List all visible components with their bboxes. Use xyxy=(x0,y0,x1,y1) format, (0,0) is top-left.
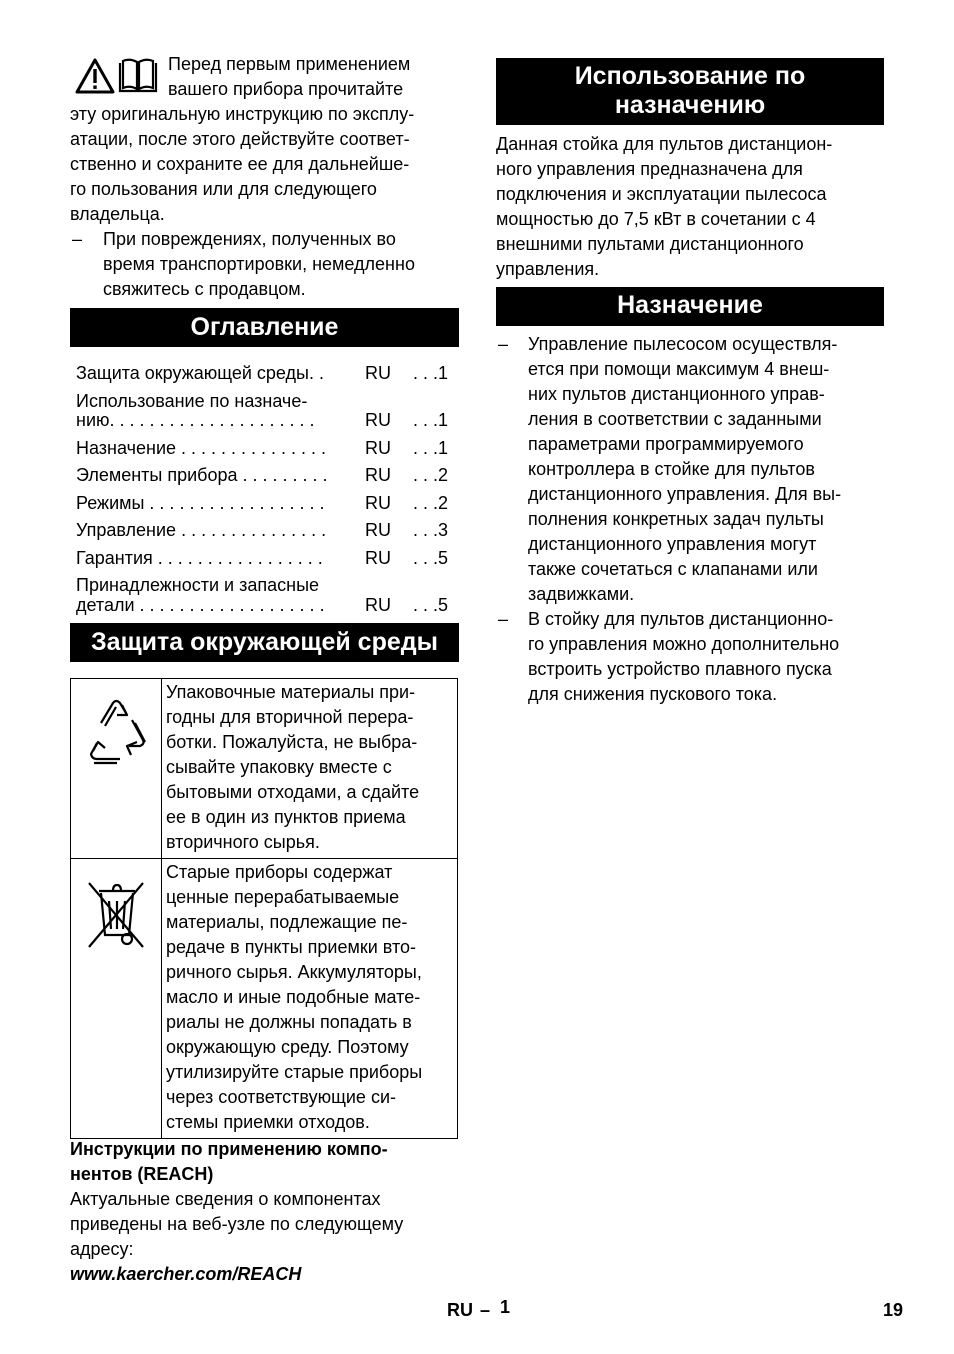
toc-entry-text: Назначение . . . . . . . . . . . . . . . xyxy=(76,438,327,458)
footer-dash: – xyxy=(480,1300,491,1320)
toc-entry-text: Режимы . . . . . . . . . . . . . . . . . . xyxy=(76,493,325,513)
disposal-line: через соответствующие си- xyxy=(166,1087,396,1107)
bullet-line: В стойку для пультов дистанционно- xyxy=(528,609,834,629)
toc-entry-lang: RU xyxy=(365,520,391,540)
toc-entry-page: . . .1 xyxy=(412,410,448,430)
table-row xyxy=(71,859,458,1139)
usage-line: Данная стойка для пультов дистанцион- xyxy=(496,134,833,154)
toc-entry-page: . . .2 xyxy=(412,493,448,513)
toc-entry-text: Управление . . . . . . . . . . . . . . . xyxy=(76,520,327,540)
usage-line: внешними пультами дистанционного xyxy=(496,234,804,254)
bullet-line: свяжитесь с продавцом. xyxy=(103,279,306,299)
usage-heading xyxy=(496,58,884,125)
recycle-icon xyxy=(79,693,153,773)
usage-line: управления. xyxy=(496,259,600,279)
purpose-heading xyxy=(496,287,884,326)
intro-line: ственно и сохраните ее для дальнейше- xyxy=(70,154,410,174)
toc-entry-lang: RU xyxy=(365,363,391,383)
intro-line: Перед первым применением xyxy=(168,54,411,74)
toc-entry-text: детали . . . . . . . . . . . . . . . . . . . xyxy=(76,595,325,615)
disposal-line: ценные перерабатываемые xyxy=(166,887,400,907)
toc-entry-lang: RU xyxy=(365,548,391,568)
purpose-title: Назначение xyxy=(617,291,763,319)
bullet-line: также сочетаться с клапанами или xyxy=(528,559,818,579)
warning-icon xyxy=(75,58,115,94)
disposal-line: утилизируйте старые приборы xyxy=(166,1062,423,1082)
bullet-line: При повреждениях, полученных во xyxy=(103,229,396,249)
recycle-line: Упаковочные материалы при- xyxy=(166,682,416,702)
bullet-dash: – xyxy=(72,229,83,249)
bullet-line: них пультов дистанционного управ- xyxy=(528,384,825,404)
intro-line: го пользования или для следующего xyxy=(70,179,377,199)
usage-title: назначению xyxy=(614,91,766,119)
crossed-bin-icon xyxy=(85,877,147,951)
recycle-line: годны для вторичной перера- xyxy=(166,707,414,727)
toc-title: Оглавление xyxy=(190,313,339,341)
toc-entry-lang: RU xyxy=(365,465,391,485)
disposal-line: масло и иные подобные мате- xyxy=(166,987,421,1007)
bullet-line: задвижками. xyxy=(528,584,635,604)
intro-line: эту оригинальную инструкцию по эксплу- xyxy=(70,104,415,124)
footer-section: RU xyxy=(447,1300,473,1320)
bullet-line: Управление пылесосом осуществля- xyxy=(528,334,838,354)
bullet-line: параметрами программируемого xyxy=(528,434,804,454)
bullet-dash: – xyxy=(498,609,509,629)
recycle-line: ботки. Пожалуйста, не выбра- xyxy=(166,732,418,752)
recycle-text xyxy=(162,679,458,859)
toc-entry-page: . . .1 xyxy=(412,438,448,458)
disposal-line: материалы, подлежащие пе- xyxy=(166,912,408,932)
toc-entry-page: . . .2 xyxy=(412,465,448,485)
recycle-line: ее в один из пунктов приема xyxy=(166,807,406,827)
toc-entry-text: Принадлежности и запасные xyxy=(76,575,320,595)
usage-line: мощностью до 7,5 кВт в сочетании с 4 xyxy=(496,209,816,229)
environment-heading xyxy=(70,623,459,662)
bullet-line: время транспортировки, немедленно xyxy=(103,254,415,274)
toc-entry-page: . . .3 xyxy=(412,520,448,540)
disposal-line: ричного сырья. Аккумуляторы, xyxy=(166,962,422,982)
environment-table xyxy=(70,678,458,1139)
disposal-line: Старые приборы содержат xyxy=(166,862,393,882)
toc-entry-text: Гарантия . . . . . . . . . . . . . . . . . xyxy=(76,548,323,568)
toc-entry-lang: RU xyxy=(365,438,391,458)
table-of-contents xyxy=(70,362,459,618)
disposal-text xyxy=(162,859,458,1139)
bullet-line: дистанционного управления могут xyxy=(528,534,817,554)
toc-entry-lang: RU xyxy=(365,493,391,513)
toc-entry-page: . . .5 xyxy=(412,595,448,615)
disposal-line: стемы приемки отходов. xyxy=(166,1112,370,1132)
reach-heading: нентов (REACH) xyxy=(70,1164,214,1184)
intro-line: атации, после этого действуйте соответ- xyxy=(70,129,410,149)
toc-entry-lang: RU xyxy=(365,410,391,430)
recycle-line: сывайте упаковку вместе с xyxy=(166,757,392,777)
icon-cell xyxy=(71,679,162,859)
bullet-line: полнения конкретных задач пульты xyxy=(528,509,824,529)
bullet-line: ления в соответствии с заданными xyxy=(528,409,822,429)
toc-entry-text: нию. . . . . . . . . . . . . . . . . . . . . xyxy=(76,410,315,430)
toc-entry-lang: RU xyxy=(365,595,391,615)
bullet-line: го управления можно дополнительно xyxy=(528,634,840,654)
page-number: 19 xyxy=(883,1300,904,1320)
toc-entry-text: Использование по назначе- xyxy=(76,391,308,411)
bullet-line: для снижения пускового тока. xyxy=(528,684,778,704)
usage-title: Использование по xyxy=(574,62,806,90)
recycle-line: вторичного сырья. xyxy=(166,832,320,852)
bullet-line: встроить устройство плавного пуска xyxy=(528,659,832,679)
disposal-line: риалы не должны попадать в xyxy=(166,1012,412,1032)
manual-book-icon xyxy=(117,58,159,94)
intro-line: вашего прибора прочитайте xyxy=(168,79,404,99)
bullet-line: контроллера в стойке для пультов xyxy=(528,459,815,479)
intro-line: владельца. xyxy=(70,204,165,224)
environment-title: Защита окружающей среды xyxy=(91,628,438,656)
usage-line: подключения и эксплуатации пылесоса xyxy=(496,184,827,204)
reach-line: Актуальные сведения о компонентах xyxy=(70,1189,381,1209)
reach-url-link[interactable]: www.kaercher.com/REACH xyxy=(70,1264,302,1284)
toc-entry-text: Элементы прибора . . . . . . . . . xyxy=(76,465,328,485)
disposal-line: окружающую среду. Поэтому xyxy=(166,1037,409,1057)
icon-cell xyxy=(71,859,162,1139)
toc-heading xyxy=(70,308,459,347)
toc-entry-text: Защита окружающей среды. . xyxy=(76,363,324,383)
footer-section-page: 1 xyxy=(500,1297,511,1317)
disposal-line: редаче в пункты приемки вто- xyxy=(166,937,416,957)
reach-heading: Инструкции по применению компо- xyxy=(70,1139,388,1159)
toc-entry-page: . . .1 xyxy=(412,363,448,383)
reach-line: адресу: xyxy=(70,1239,134,1259)
bullet-line: ется при помощи максимум 4 внеш- xyxy=(528,359,830,379)
toc-entry-page: . . .5 xyxy=(412,548,448,568)
bullet-dash: – xyxy=(498,334,509,354)
table-row xyxy=(71,679,458,859)
bullet-line: дистанционного управления. Для вы- xyxy=(528,484,842,504)
usage-line: ного управления предназначена для xyxy=(496,159,803,179)
recycle-line: бытовыми отходами, а сдайте xyxy=(166,782,420,802)
reach-line: приведены на веб-узле по следующему xyxy=(70,1214,404,1234)
